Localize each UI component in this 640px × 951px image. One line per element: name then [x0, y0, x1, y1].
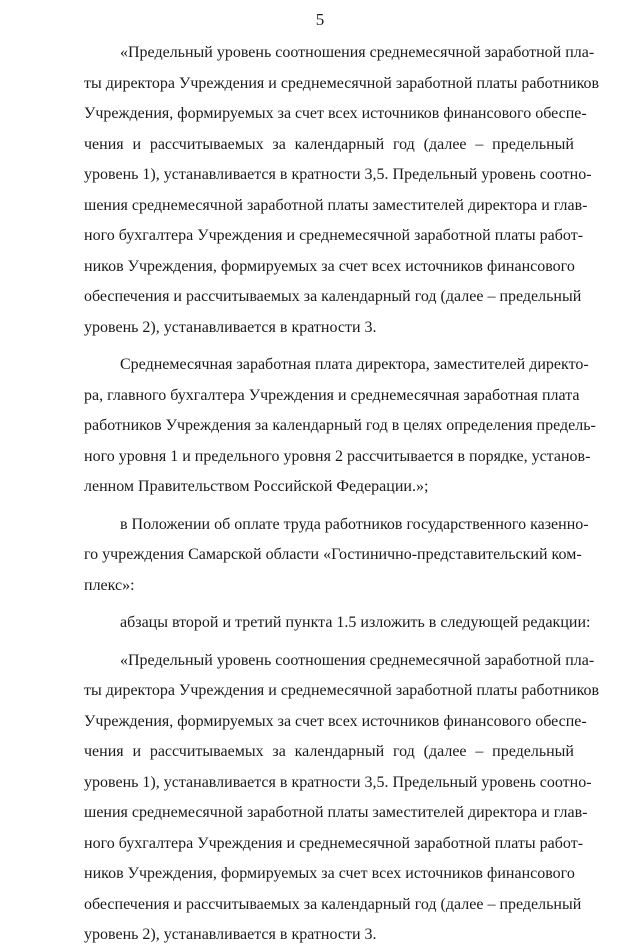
text-line: уровень 2), устанавливается в кратности 3.: [84, 318, 377, 336]
text-line: обеспечения и рассчитываемых за календарный год (далее – предельный: [84, 288, 582, 305]
text-line: абзацы второй и третий пункта 1.5 изложить в следующей редакции:: [120, 614, 591, 631]
text-line: ников Учреждения, формируемых за счет всех источников финансового: [84, 257, 575, 275]
text-line: ты директора Учреждения и среднемесячной заработной платы работников: [84, 74, 600, 92]
paragraph: [84, 38, 600, 343]
text-line: шения среднемесячной заработной платы заместителей директора и глав-: [84, 196, 588, 214]
text-line: Учреждения, формируемых за счет всех источников финансового обеспе-: [84, 105, 587, 122]
text-line: «Предельный уровень соотношения среднемесячной заработной пла-: [120, 651, 595, 669]
text-line: в Положении об оплате труда работников государственного казенно-: [120, 515, 589, 533]
text-line: ников Учреждения, формируемых за счет всех источников финансового: [84, 865, 575, 882]
text-line: ты директора Учреждения и среднемесячной заработной платы работников: [84, 682, 600, 699]
text-line: уровень 2), устанавливается в кратности 3.: [84, 926, 377, 943]
text-line: «Предельный уровень соотношения среднемесячной заработной пла-: [120, 44, 595, 61]
paragraph: [84, 510, 589, 602]
text-line: го учреждения Самарской области «Гостинично-представительский ком-: [84, 546, 582, 563]
text-line: ного бухгалтера Учреждения и среднемесячной заработной платы работ-: [84, 227, 584, 244]
text-line: Среднемесячная заработная плата директора, заместителей директо-: [120, 356, 589, 373]
text-line: работников Учреждения за календарный год в целях определения предель-: [84, 417, 596, 434]
text-line: уровень 1), устанавливается в кратности 3,5. Предельный уровень соотно-: [84, 773, 592, 791]
text-line: ного бухгалтера Учреждения и среднемесячной заработной платы работ-: [84, 834, 584, 852]
text-line: чения и рассчитываемых за календарный год (далее – предельный: [84, 743, 574, 760]
text-line: чения и рассчитываемых за календарный год (далее – предельный: [84, 135, 574, 153]
text-line: шения среднемесячной заработной платы заместителей директора и глав-: [84, 804, 588, 821]
text-line: уровень 1), устанавливается в кратности 3,5. Предельный уровень соотно-: [84, 166, 592, 183]
document-body: [84, 38, 600, 951]
page-number: 5: [315, 10, 325, 29]
text-line: Учреждения, формируемых за счет всех источников финансового обеспе-: [84, 712, 587, 730]
text-line: ного уровня 1 и предельного уровня 2 рассчитывается в порядке, установ-: [84, 447, 591, 465]
text-line: ра, главного бухгалтера Учреждения и среднемесячная заработная плата: [84, 386, 580, 404]
text-line: ленном Правительством Российской Федерации.»;: [84, 478, 429, 495]
text-line: обеспечения и рассчитываемых за календарный год (далее – предельный: [84, 895, 582, 913]
paragraph: [84, 350, 596, 503]
paragraph: [84, 608, 591, 639]
text-line: плекс»:: [84, 576, 135, 594]
